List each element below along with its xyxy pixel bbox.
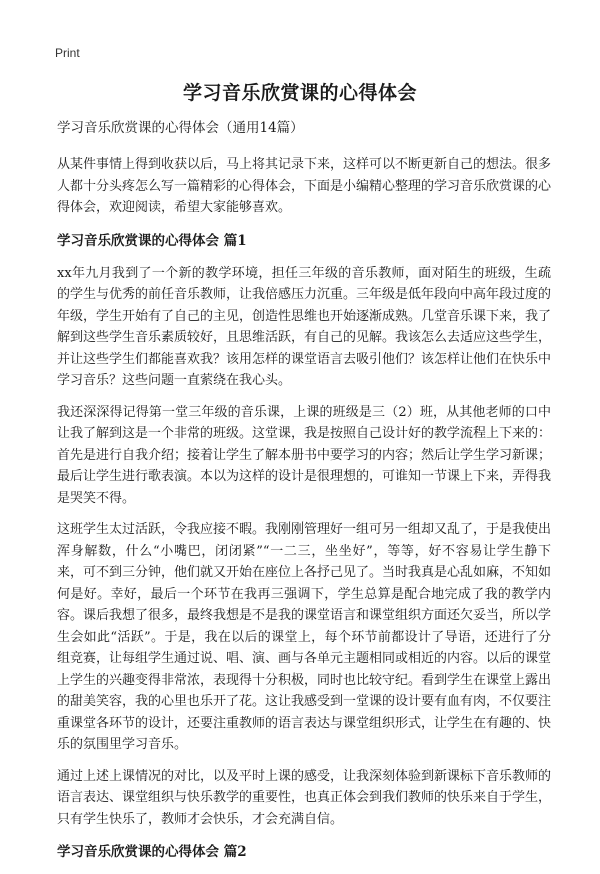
print-label: Print (55, 46, 80, 60)
body-paragraph: 这班学生太过活跃，令我应接不暇。我刚刚管理好一组可另一组却又乱了，于是我使出浑身解数，什么“小嘴巴，闭闭紧”“一二三，坐坐好”，等等，好不容易让学生静下来，可不到三分钟，他们就又开始在座位上各抒己见了。当时我真是心乱如麻，不知如何是好。幸好，最后一个环节在我再三强调下，学生总算是配合地完成了我的教学内容。课后我想了很多，最终我想是不是我的课堂语言和课堂组织方面还欠妥当，所以学生会如此“活跃”。于是，我在以后的课堂上，每个环节前都设计了导语，还进行了分组竞赛，让每组学生通过说、唱、演、画与各单元主题相同或相近的内容。以后的课堂上学生的兴趣变得非常浓，表现得十分积极，同时也比较守纪。看到学生在课堂上露出的甜美笑容，我的心里也乐开了花。这让我感受到一堂课的设计要有血有肉，不仅要注重课堂各环节的设计，还要注重教师的语言表达与课堂组织形式，让学生在有趣的、快乐的氛围里学习音乐。 (57, 522, 552, 752)
body-paragraph: 我还深深得记得第一堂三年级的音乐课，上课的班级是三（2）班，从其他老师的口中让我了解到这是一个非常的班级。这堂课，我是按照自己设计好的教学流程上下来的：首先是进行自我介绍；接着让学生了解本册书中要学习的内容；然后让学生学习新课；最后让学生进行歌表演。本以为这样的设计是很理想的，可谁知一节课上下来，弄得我是哭笑不得。 (57, 404, 552, 506)
section-heading-2: 学习音乐欣赏课的心得体会 篇2 (57, 844, 247, 860)
document-subtitle: 学习音乐欣赏课的心得体会（通用14篇） (57, 120, 304, 136)
intro-paragraph: 从某件事情上得到收获以后，马上将其记录下来，这样可以不断更新自己的想法。很多人都十分头疼怎么写一篇精彩的心得体会，下面是小编精心整理的学习音乐欣赏课的心得体会，欢迎阅读，希望大家能够喜欢。 (57, 157, 552, 215)
document-body (57, 118, 551, 874)
body-paragraph: 通过上述上课情况的对比，以及平时上课的感受，让我深刻体验到新课标下音乐教师的语言表达、课堂组织与快乐教学的重要性，也真正体会到我们教师的快乐来自于学生，只有学生快乐了，教师才会快乐，才会充满自信。 (57, 768, 552, 827)
body-paragraph: xx年九月我到了一个新的教学环境，担任三年级的音乐教师，面对陌生的班级，生疏的学生与优秀的前任音乐教师，让我倍感压力沉重。三年级是低年段向中高年段过度的年级，学生开始有了自己的主见，创造性思维也开始逐渐成熟。几堂音乐课下来，我了解到这些学生音乐素质较好，且思维活跃，有自己的见解。我该怎么去适应这些学生，并让这些学生们都能喜欢我？该用怎样的课堂语言去吸引他们？该怎样让他们在快乐中学习音乐？这些问题一直萦绕在我心头。 (57, 265, 552, 388)
page-title: 学习音乐欣赏课的心得体会 (182, 82, 417, 104)
section-heading-1: 学习音乐欣赏课的心得体会 篇1 (57, 232, 247, 249)
